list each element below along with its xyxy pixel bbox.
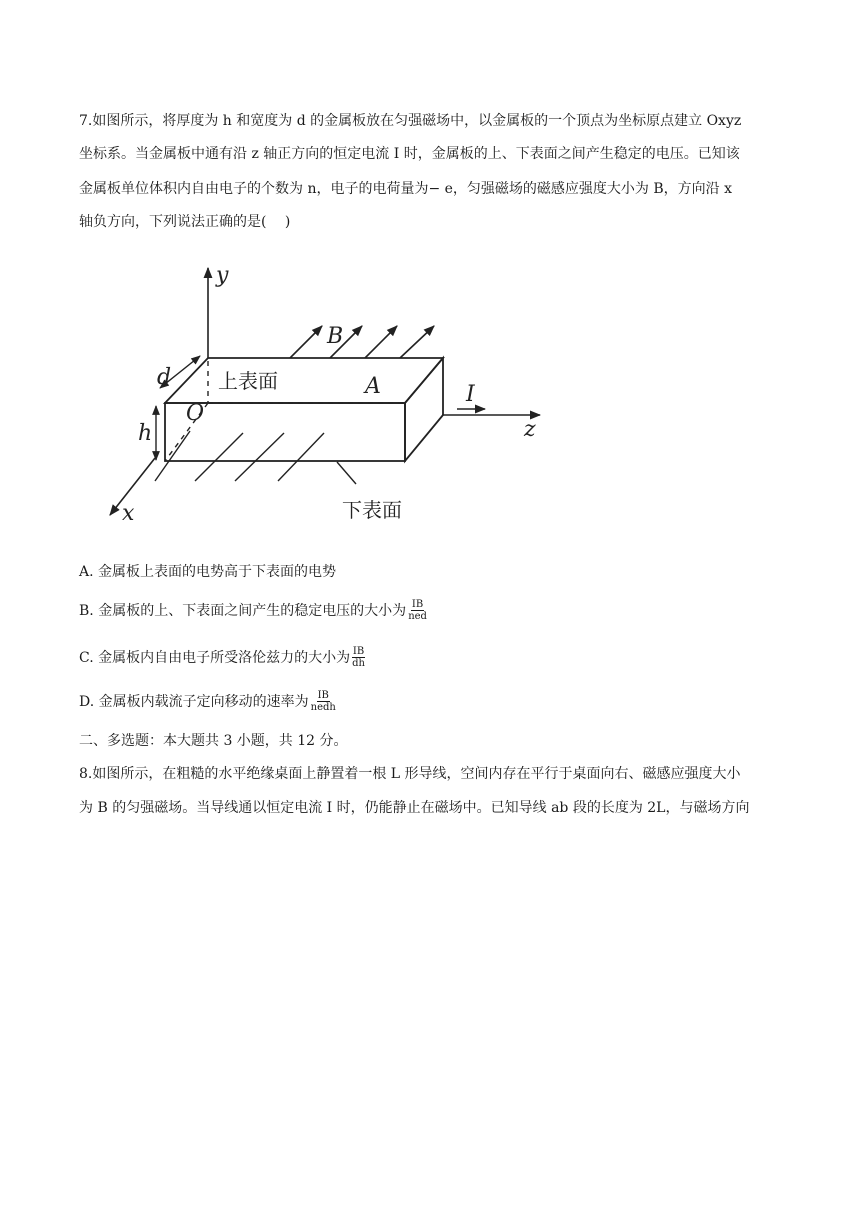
bottom-surface-label: 下表面: [342, 498, 402, 522]
option-c-denominator: dh: [352, 658, 365, 669]
origin-label: O: [186, 401, 205, 426]
option-c-fraction: [351, 646, 366, 669]
field-arrow: [365, 326, 397, 358]
field-line-below: [235, 433, 284, 481]
question-8-line-1: 8.如图所示，在粗糙的水平绝缘桌面上静置着一根 L 形导线，空间内存在平行于桌面向右、磁感应强度大小: [79, 766, 741, 782]
option-b-text: B. 金属板的上、下表面之间产生的稳定电压的大小为: [79, 602, 407, 619]
field-arrow: [290, 326, 322, 358]
question-7-line-4: 轴负方向，下列说法正确的是( ): [79, 214, 291, 230]
option-b-fraction: [407, 599, 428, 622]
height-label: h: [138, 421, 153, 446]
option-c-numerator: IB: [352, 646, 365, 657]
option-d: [79, 690, 337, 713]
hall-effect-figure: [100, 258, 560, 528]
question-7-line-1: 7.如图所示，将厚度为 h 和宽度为 d 的金属板放在匀强磁场中，以金属板的一个顶点为坐标原点建立 Oxyz: [79, 113, 742, 129]
plate-top-face: [165, 358, 443, 403]
option-c-text: C. 金属板内自由电子所受洛伦兹力的大小为: [79, 649, 351, 666]
option-b: [79, 599, 428, 622]
section-2-heading-text: 二、多选题：本大题共 3 小题，共 12 分。: [79, 733, 348, 749]
question-8-line-2: 为 B 的匀强磁场。当导线通以恒定电流 I 时，仍能静止在磁场中。已知导线 ab 段的长度为 2L，与磁场方向: [79, 800, 750, 816]
option-b-denominator: ned: [408, 611, 427, 622]
x-axis-label: x: [122, 501, 135, 526]
z-axis-label: z: [524, 417, 536, 442]
option-c: [79, 646, 366, 669]
field-label: B: [327, 324, 344, 349]
option-d-text: D. 金属板内载流子定向移动的速率为: [79, 693, 309, 710]
option-b-numerator: IB: [411, 599, 424, 610]
y-axis-label: y: [216, 263, 229, 288]
field-line-below: [155, 431, 190, 481]
question-7-line-3: 金属板单位体积内自由电子的个数为 n，电子的电荷量为− e，匀强磁场的磁感应强度大小为 B，方向沿 x: [79, 181, 733, 197]
option-d-fraction: [310, 690, 337, 713]
bottom-surface-leader: [337, 462, 356, 484]
top-surface-label: 上表面: [218, 369, 278, 393]
field-line-below: [195, 433, 243, 481]
plate-label: A: [365, 374, 381, 399]
option-a: [79, 562, 336, 582]
field-line-below: [278, 433, 324, 481]
width-label: d: [157, 365, 172, 390]
option-d-numerator: IB: [317, 690, 329, 701]
question-7-line-2: 坐标系。当金属板中通有沿 z 轴正方向的恒定电流 I 时，金属板的上、下表面之间产生稳定的电压。已知该: [79, 146, 740, 162]
current-label: I: [466, 382, 475, 407]
plate-side-face: [405, 358, 443, 461]
section-2-heading: [79, 731, 348, 751]
field-arrow: [400, 326, 434, 358]
option-a-text: A. 金属板上表面的电势高于下表面的电势: [79, 564, 337, 580]
option-d-denominator: nedh: [310, 702, 336, 713]
